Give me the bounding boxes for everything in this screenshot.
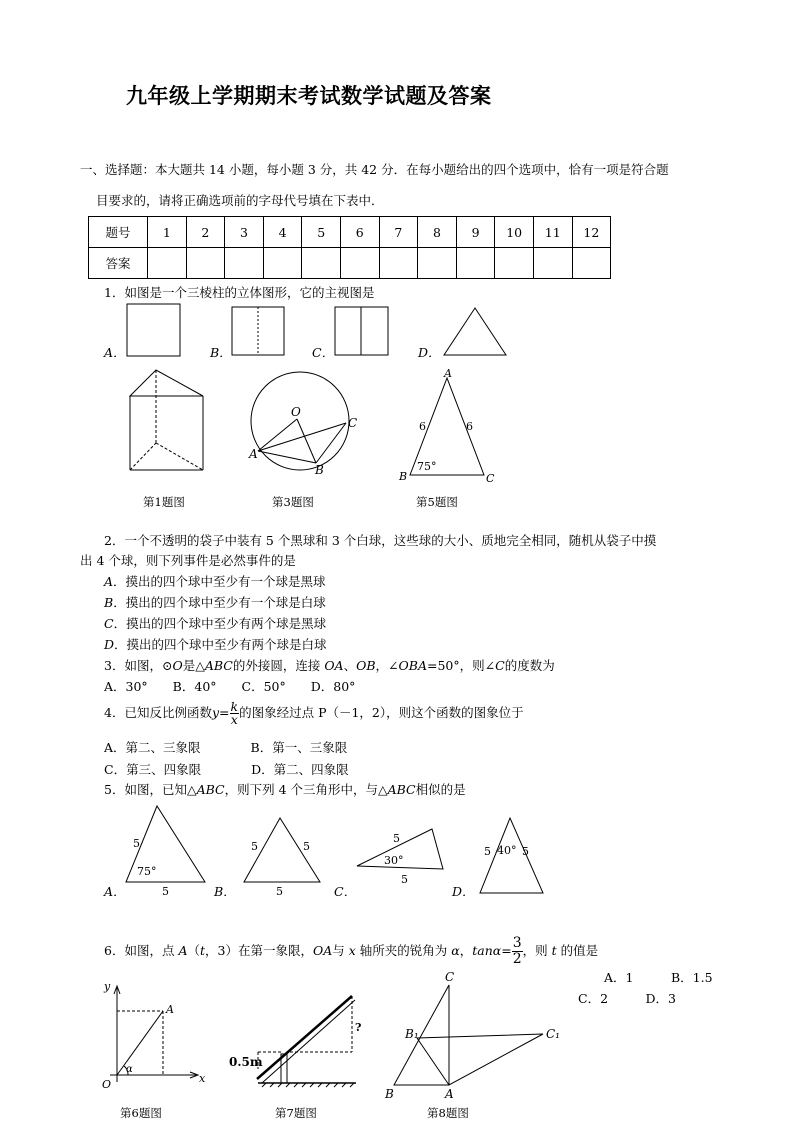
page-title: 九年级上学期期末考试数学试题及答案 <box>126 84 492 108</box>
fig5-label-side2: 6 <box>466 420 473 433</box>
table-cell-number: 9 <box>456 217 495 248</box>
table-cell-number: 5 <box>302 217 341 248</box>
q5-c-label-bottom: 5 <box>401 873 408 886</box>
q1-option-a-square-figure <box>127 304 180 356</box>
table-cell-number: 2 <box>186 217 225 248</box>
fig5-label-c: C <box>486 472 495 485</box>
fig5-caption: 第5题图 <box>416 495 458 509</box>
q5-b-label-right: 5 <box>303 840 310 853</box>
fig5-label-side1: 6 <box>419 420 426 433</box>
fig5-label-b: B <box>399 470 408 483</box>
table-cell-number: 10 <box>495 217 534 248</box>
fig6-axes <box>110 986 198 1082</box>
fig3-label-o: O <box>291 405 301 419</box>
q5-option-b: B． <box>214 884 236 899</box>
fig6-label-a: A <box>166 1003 174 1016</box>
fig7-caption: 第7题图 <box>275 1106 317 1120</box>
q2-stem-line1: 2．一个不透明的袋子中装有 5 个黑球和 3 个白球，这些球的大小、质地完全相同，随机从袋子中摸 <box>104 533 657 548</box>
q5-option-a: A． <box>104 884 126 899</box>
fig3-circle <box>251 372 349 470</box>
section-instructions-line2: 目要求的，请将正确选项前的字母代号填在下表中． <box>96 193 384 208</box>
q2-option-c: C．摸出的四个球中至少有两个球是黑球 <box>104 616 327 631</box>
fig8-label-b: B <box>385 1087 394 1101</box>
fig7-lever <box>257 996 356 1087</box>
fig7-label-question: ? <box>355 1021 362 1034</box>
q4-fraction: $\frac{k}{x}$ <box>230 699 239 727</box>
fig8-label-a: A <box>445 1087 454 1101</box>
q6-options-line1: A．1 B．1.5 <box>604 970 713 985</box>
q1-stem: 1．如图是一个三棱柱的立体图形，它的主视图是 <box>104 285 375 300</box>
fig6-label-x: x <box>199 1072 206 1085</box>
q5-a-label-base: 5 <box>162 885 169 898</box>
q5-c-label-top: 5 <box>393 832 400 845</box>
fig7-label-height: 0.5m <box>229 1055 263 1069</box>
table-cell-number: 4 <box>263 217 302 248</box>
fig3-label-a: A <box>249 447 258 461</box>
q1-option-b-figure <box>232 307 284 355</box>
q1-option-d: D． <box>418 345 441 360</box>
q5-a-label-side: 5 <box>133 837 140 850</box>
q5-d-label-left: 5 <box>484 845 491 858</box>
fig8-label-c1: C₁ <box>546 1027 560 1041</box>
table-row-label-number: 题号 <box>89 217 148 248</box>
q2-option-d: D．摸出的四个球中至少有两个球是白球 <box>104 637 327 652</box>
q4-stem: 4．已知反比例函数y= $\frac{k}{x}$ 的图象经过点 P（－1，2），则这个函数的图象位于 <box>104 699 524 727</box>
section-instructions-line1: 一、选择题：本大题共 14 小题，每小题 3 分，共 42 分．在每小题给出的四个选项中，恰有一项是符合题 <box>80 162 669 177</box>
fig8-label-b1: B₁ <box>405 1027 419 1041</box>
q5-a-label-angle: 75° <box>137 865 157 878</box>
q2-stem-line2: 出 4 个球，则下列事件是必然事件的是 <box>80 553 296 568</box>
q3-options: A．30° B．40° C．50° D．80° <box>104 679 356 694</box>
q5-c-label-angle: 30° <box>384 854 404 867</box>
q1-option-d-triangle-figure <box>444 308 506 355</box>
q1-option-c: C． <box>312 345 335 360</box>
table-cell-number: 6 <box>340 217 379 248</box>
table-cell-number: 12 <box>572 217 611 248</box>
fig1-prism <box>130 370 203 470</box>
q5-stem: 5．如图，已知△ABC，则下列 4 个三角形中，与△ABC相似的是 <box>104 782 466 797</box>
q5-option-c: C． <box>334 884 357 899</box>
q3-stem: 3．如图，⊙O是△ABC的外接圆，连接 OA、OB，∠OBA=50°，则∠C的度数为 <box>104 658 555 673</box>
q5-d-label-right: 5 <box>522 845 529 858</box>
table-cell-number: 8 <box>418 217 457 248</box>
table-cell-number: 1 <box>148 217 187 248</box>
q1-option-c-figure <box>335 307 388 355</box>
table-cell-number: 7 <box>379 217 418 248</box>
fig3-caption: 第3题图 <box>272 495 314 509</box>
fig6-label-alpha: α <box>126 1064 133 1075</box>
table-cell-number: 11 <box>533 217 572 248</box>
q2-option-b: B．摸出的四个球中至少有一个球是白球 <box>104 595 326 610</box>
fig5-label-a: A <box>444 367 452 380</box>
fig6-label-o: O <box>102 1078 112 1091</box>
q6-stem: 6．如图，点 A（t，3）在第一象限，OA与 x 轴所夹的锐角为 α，tanα= $\frac{3}{2}$ ，则 t 的值是 <box>104 935 599 967</box>
fig5-label-angle: 75° <box>417 460 437 473</box>
q1-option-b: B． <box>210 345 232 360</box>
q4-options-line2: C．第三、四象限 D．第二、四象限 <box>104 762 349 777</box>
q1-option-a: A． <box>104 345 126 360</box>
fig6-label-y: y <box>104 980 111 993</box>
q6-options-line2: C．2 D．3 <box>578 991 676 1006</box>
fig6-caption: 第6题图 <box>120 1106 162 1120</box>
q5-b-label-base: 5 <box>276 885 283 898</box>
q5-option-d: D． <box>452 884 475 899</box>
fig3-label-c: C <box>348 416 358 430</box>
q5-d-label-angle: 40° <box>497 844 517 857</box>
q2-option-a: A．摸出的四个球中至少有一个球是黑球 <box>104 574 326 589</box>
q5-b-label-left: 5 <box>251 840 258 853</box>
q4-options-line1: A．第二、三象限 B．第一、三象限 <box>104 740 348 755</box>
fig1-caption: 第1题图 <box>143 495 185 509</box>
fig8-label-c: C <box>445 970 455 984</box>
fig3-label-b: B <box>315 463 324 477</box>
table-cell-number: 3 <box>225 217 264 248</box>
q6-fraction: $\frac{3}{2}$ <box>512 935 522 967</box>
fig8-caption: 第8题图 <box>427 1106 469 1120</box>
table-row-label-answer: 答案 <box>89 248 148 279</box>
